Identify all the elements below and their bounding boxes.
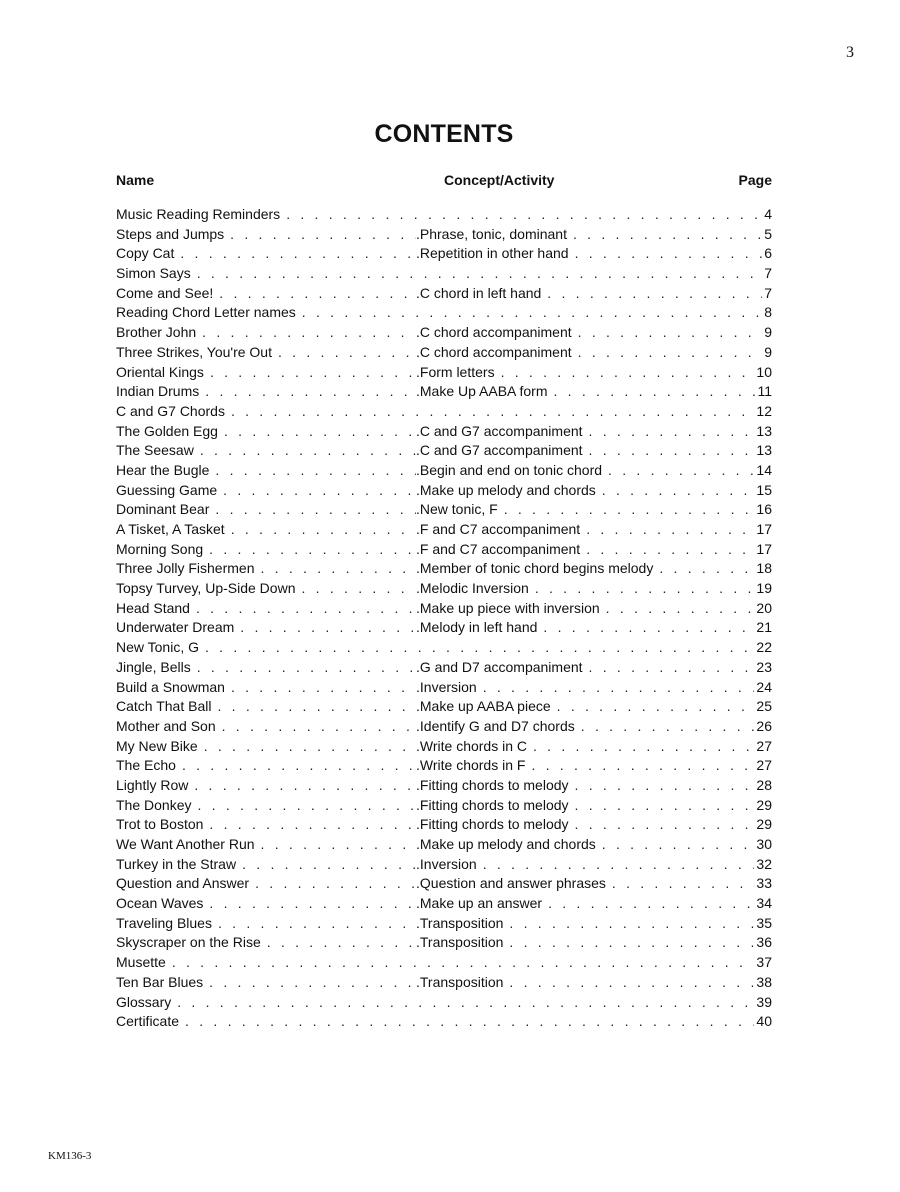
dot-leader <box>215 500 416 520</box>
entry-name: Simon Says <box>116 264 197 284</box>
entry-page: 8 <box>764 304 772 321</box>
entry-name: Question and Answer <box>116 874 255 894</box>
entry-name: Lightly Row <box>116 776 194 796</box>
dot-leader <box>602 835 755 855</box>
toc-entry <box>116 284 772 304</box>
dot-leader <box>196 599 416 619</box>
toc-entry <box>116 540 772 560</box>
entry-name: A Tisket, A Tasket <box>116 520 231 540</box>
dot-leader <box>278 343 416 363</box>
entry-page: 17 <box>756 540 772 557</box>
entry-concept: .Write chords in C <box>416 737 527 754</box>
entry-page: 21 <box>756 619 772 636</box>
entry-page: 27 <box>756 737 772 754</box>
dot-leader <box>210 363 416 383</box>
toc-entry <box>116 481 772 501</box>
dot-leader <box>231 678 416 698</box>
entry-page: 5 <box>764 225 772 242</box>
dot-leader <box>219 284 416 304</box>
entry-concept: .Make up melody and chords <box>416 481 596 498</box>
toc-entry <box>116 382 772 402</box>
toc-entry <box>116 579 772 599</box>
dot-leader <box>547 284 762 304</box>
entry-name: Indian Drums <box>116 382 205 402</box>
entry-page: 30 <box>756 836 772 852</box>
dot-leader <box>301 579 416 599</box>
dot-leader <box>202 323 416 343</box>
entry-page: 29 <box>756 816 772 833</box>
toc-entry <box>116 638 772 658</box>
dot-leader <box>578 323 763 343</box>
toc-entry <box>116 303 772 323</box>
entry-name: The Seesaw <box>116 441 200 461</box>
dot-leader <box>255 874 416 894</box>
entry-name: Jingle, Bells <box>116 658 197 678</box>
dot-leader <box>172 953 755 973</box>
entry-page: 9 <box>764 343 772 360</box>
dot-leader <box>217 697 416 717</box>
entry-concept: .Begin and end on tonic chord <box>416 461 603 478</box>
page-number: 3 <box>846 44 854 61</box>
toc-entry <box>116 894 772 914</box>
entry-page: 13 <box>756 422 772 439</box>
dot-leader <box>204 737 416 757</box>
entry-concept: .Fitting chords to melody <box>416 816 569 833</box>
entry-concept: .Make up an answer <box>416 895 543 912</box>
toc-entry <box>116 500 772 520</box>
dot-leader <box>659 559 754 579</box>
entry-name: Dominant Bear <box>116 500 215 520</box>
entry-name: Reading Chord Letter names <box>116 303 302 323</box>
entry-name: Hear the Bugle <box>116 461 215 481</box>
entry-name: We Want Another Run <box>116 835 261 855</box>
entry-name: Build a Snowman <box>116 678 231 698</box>
footer-code: KM136-3 <box>48 1150 92 1162</box>
toc-entry <box>116 599 772 619</box>
dot-leader <box>215 461 416 481</box>
dot-leader <box>240 618 416 638</box>
dot-leader <box>197 264 763 284</box>
entry-name: Traveling Blues <box>116 914 218 934</box>
dot-leader <box>209 894 416 914</box>
entry-concept: .Transposition <box>416 973 504 990</box>
toc-entry <box>116 402 772 422</box>
entry-page: 12 <box>756 402 772 419</box>
toc-entry <box>116 343 772 363</box>
dot-leader <box>606 599 755 619</box>
dot-leader <box>261 835 416 855</box>
entry-page: 33 <box>756 875 772 892</box>
entry-name: The Golden Egg <box>116 422 224 442</box>
toc-list <box>116 205 772 1032</box>
entry-concept: .Fitting chords to melody <box>416 776 569 793</box>
toc-entry <box>116 933 772 953</box>
toc-entry <box>116 1012 772 1032</box>
toc-entry <box>116 855 772 875</box>
entry-concept: .Melodic Inversion <box>416 580 529 597</box>
entry-name: Morning Song <box>116 540 209 560</box>
entry-concept: .Make Up AABA form <box>416 383 548 400</box>
entry-concept: .F and C7 accompaniment <box>416 540 581 557</box>
toc-entry <box>116 264 772 284</box>
entry-concept: .Make up piece with inversion <box>416 599 600 616</box>
toc-entry <box>116 422 772 442</box>
dot-leader <box>589 422 755 442</box>
toc-entry <box>116 658 772 678</box>
toc-entry <box>116 559 772 579</box>
entry-concept: .Fitting chords to melody <box>416 796 569 813</box>
entry-page: 13 <box>756 442 772 459</box>
entry-page: 27 <box>756 757 772 774</box>
entry-name: Catch That Ball <box>116 697 217 717</box>
dot-leader <box>509 933 754 953</box>
dot-leader <box>205 382 416 402</box>
entry-name: Steps and Jumps <box>116 225 230 245</box>
dot-leader <box>535 579 755 599</box>
dot-leader <box>194 776 416 796</box>
dot-leader <box>209 973 416 993</box>
entry-page: 15 <box>756 481 772 498</box>
toc-entry <box>116 363 772 383</box>
toc-entry <box>116 953 772 973</box>
entry-page: 7 <box>764 265 772 282</box>
entry-concept: .Transposition <box>416 934 504 951</box>
entry-page: 35 <box>756 914 772 931</box>
toc-entry <box>116 815 772 835</box>
entry-concept: .Phrase, tonic, dominant <box>416 225 567 242</box>
entry-name: C and G7 Chords <box>116 402 231 422</box>
entry-name: New Tonic, G <box>116 638 205 658</box>
entry-concept: .C chord accompaniment <box>416 343 572 360</box>
toc-entry <box>116 993 772 1013</box>
entry-page: 29 <box>756 796 772 813</box>
entry-name: Skyscraper on the Rise <box>116 933 267 953</box>
entry-concept: .Identify G and D7 chords <box>416 717 575 734</box>
dot-leader <box>575 244 763 264</box>
entry-page: 14 <box>756 461 772 478</box>
toc-entry <box>116 737 772 757</box>
entry-name: Ten Bar Blues <box>116 973 209 993</box>
entry-page: 19 <box>756 580 772 597</box>
entry-name: Musette <box>116 953 172 973</box>
entry-name: Head Stand <box>116 599 196 619</box>
entry-page: 40 <box>756 1013 772 1030</box>
entry-concept: .Write chords in F <box>416 757 526 774</box>
entry-page: 4 <box>764 206 772 222</box>
entry-concept: .Make up melody and chords <box>416 836 596 852</box>
entry-page: 26 <box>756 717 772 734</box>
dot-leader <box>575 776 755 796</box>
entry-name: Brother John <box>116 323 202 343</box>
entry-page: 7 <box>764 284 772 301</box>
dot-leader <box>231 402 754 422</box>
dot-leader <box>197 796 416 816</box>
entry-page: 32 <box>756 855 772 872</box>
entry-concept: .C chord accompaniment <box>416 324 572 341</box>
entry-name: Certificate <box>116 1012 185 1032</box>
entry-concept: .New tonic, F <box>416 501 498 518</box>
entry-page: 38 <box>756 973 772 990</box>
entry-concept: .Inversion <box>416 678 477 695</box>
dot-leader <box>197 658 416 678</box>
toc-entry <box>116 205 772 225</box>
dot-leader <box>261 559 417 579</box>
entry-page: 20 <box>756 599 772 616</box>
dot-leader <box>586 520 754 540</box>
entry-page: 23 <box>756 658 772 675</box>
dot-leader <box>205 638 754 658</box>
toc-entry <box>116 323 772 343</box>
dot-leader <box>531 756 754 776</box>
entry-page: 16 <box>756 501 772 518</box>
dot-leader <box>209 540 416 560</box>
dot-leader <box>586 540 754 560</box>
entry-page: 17 <box>756 521 772 537</box>
entry-concept: .C and G7 accompaniment <box>416 442 583 459</box>
dot-leader <box>581 717 755 737</box>
entry-name: Mother and Son <box>116 717 222 737</box>
dot-leader <box>200 441 416 461</box>
entry-name: Turkey in the Straw <box>116 855 242 875</box>
entry-name: My New Bike <box>116 737 204 757</box>
entry-page: 9 <box>764 324 772 341</box>
entry-name: Trot to Boston <box>116 815 209 835</box>
toc-entry <box>116 874 772 894</box>
entry-concept: .Inversion <box>416 855 477 872</box>
entry-concept: .G and D7 accompaniment <box>416 658 583 675</box>
entry-concept: .Melody in left hand <box>416 619 538 636</box>
toc-entry <box>116 461 772 481</box>
entry-name: Three Jolly Fishermen <box>116 559 261 579</box>
dot-leader <box>504 500 755 520</box>
dot-leader <box>608 461 754 481</box>
dot-leader <box>218 914 416 934</box>
dot-leader <box>543 618 754 638</box>
dot-leader <box>589 658 755 678</box>
entry-name: Copy Cat <box>116 244 180 264</box>
entry-name: Glossary <box>116 993 177 1013</box>
toc-entry <box>116 678 772 698</box>
dot-leader <box>177 993 754 1013</box>
entry-name: Three Strikes, You're Out <box>116 343 278 363</box>
entry-name: Come and See! <box>116 284 219 304</box>
dot-leader <box>612 874 755 894</box>
entry-page: 36 <box>756 934 772 951</box>
dot-leader <box>231 520 416 540</box>
dot-leader <box>223 481 416 501</box>
toc-entry <box>116 796 772 816</box>
entry-page: 18 <box>756 560 772 577</box>
entry-concept: .Form letters <box>416 363 495 380</box>
toc-entry <box>116 756 772 776</box>
dot-leader <box>554 382 756 402</box>
dot-leader <box>267 933 416 953</box>
toc-entry <box>116 697 772 717</box>
toc-entry <box>116 776 772 796</box>
dot-leader <box>575 815 755 835</box>
toc-header <box>116 172 772 194</box>
dot-leader <box>222 717 416 737</box>
dot-leader <box>548 894 754 914</box>
dot-leader <box>209 815 416 835</box>
header-concept: Concept/Activity <box>444 172 555 188</box>
dot-leader <box>557 697 755 717</box>
dot-leader <box>483 678 755 698</box>
dot-leader <box>501 363 755 383</box>
toc-entry <box>116 835 772 855</box>
entry-concept: .F and C7 accompaniment <box>416 521 581 537</box>
toc-entry <box>116 225 772 245</box>
entry-concept: .C chord in left hand <box>416 284 542 301</box>
entry-concept: .Question and answer phrases <box>416 875 606 892</box>
dot-leader <box>575 796 755 816</box>
entry-concept: .Repetition in other hand <box>416 245 569 262</box>
entry-page: 22 <box>756 639 772 656</box>
entry-name: Guessing Game <box>116 481 223 501</box>
page-title: CONTENTS <box>374 120 514 148</box>
entry-name: Underwater Dream <box>116 618 240 638</box>
dot-leader <box>182 756 416 776</box>
dot-leader <box>185 1012 754 1032</box>
dot-leader <box>224 422 416 442</box>
dot-leader <box>286 205 762 225</box>
header-name: Name <box>116 172 155 188</box>
entry-page: 10 <box>756 363 772 380</box>
entry-name: Ocean Waves <box>116 894 209 914</box>
entry-name: Topsy Turvey, Up-Side Down <box>116 579 301 599</box>
entry-page: 37 <box>756 954 772 971</box>
dot-leader <box>578 343 763 363</box>
entry-name: The Echo <box>116 756 182 776</box>
entry-concept: .C and G7 accompaniment <box>416 422 583 439</box>
dot-leader <box>230 225 416 245</box>
dot-leader <box>242 855 416 875</box>
entry-concept: .Member of tonic chord begins melody <box>416 560 654 577</box>
entry-name: Oriental Kings <box>116 363 210 383</box>
entry-page: 11 <box>757 383 772 400</box>
toc-entry <box>116 244 772 264</box>
dot-leader <box>533 737 754 757</box>
entry-name: The Donkey <box>116 796 197 816</box>
entry-concept: .Transposition <box>416 914 504 931</box>
toc-entry <box>116 717 772 737</box>
toc-entry <box>116 441 772 461</box>
toc-entry <box>116 618 772 638</box>
dot-leader <box>509 914 754 934</box>
entry-name: Music Reading Reminders <box>116 205 286 225</box>
entry-page: 24 <box>756 678 772 695</box>
entry-page: 6 <box>764 245 772 262</box>
entry-page: 39 <box>756 993 772 1010</box>
entry-page: 34 <box>756 895 772 912</box>
header-page: Page <box>738 172 772 188</box>
entry-concept: .Make up AABA piece <box>416 698 551 715</box>
dot-leader <box>302 303 762 323</box>
dot-leader <box>483 855 755 875</box>
dot-leader <box>589 441 755 461</box>
toc-entry <box>116 973 772 993</box>
entry-page: 28 <box>756 776 772 793</box>
entry-page: 25 <box>756 698 772 715</box>
toc-entry <box>116 914 772 934</box>
dot-leader <box>573 225 762 245</box>
dot-leader <box>509 973 754 993</box>
dot-leader <box>180 244 416 264</box>
dot-leader <box>602 481 755 501</box>
toc-entry <box>116 520 772 540</box>
